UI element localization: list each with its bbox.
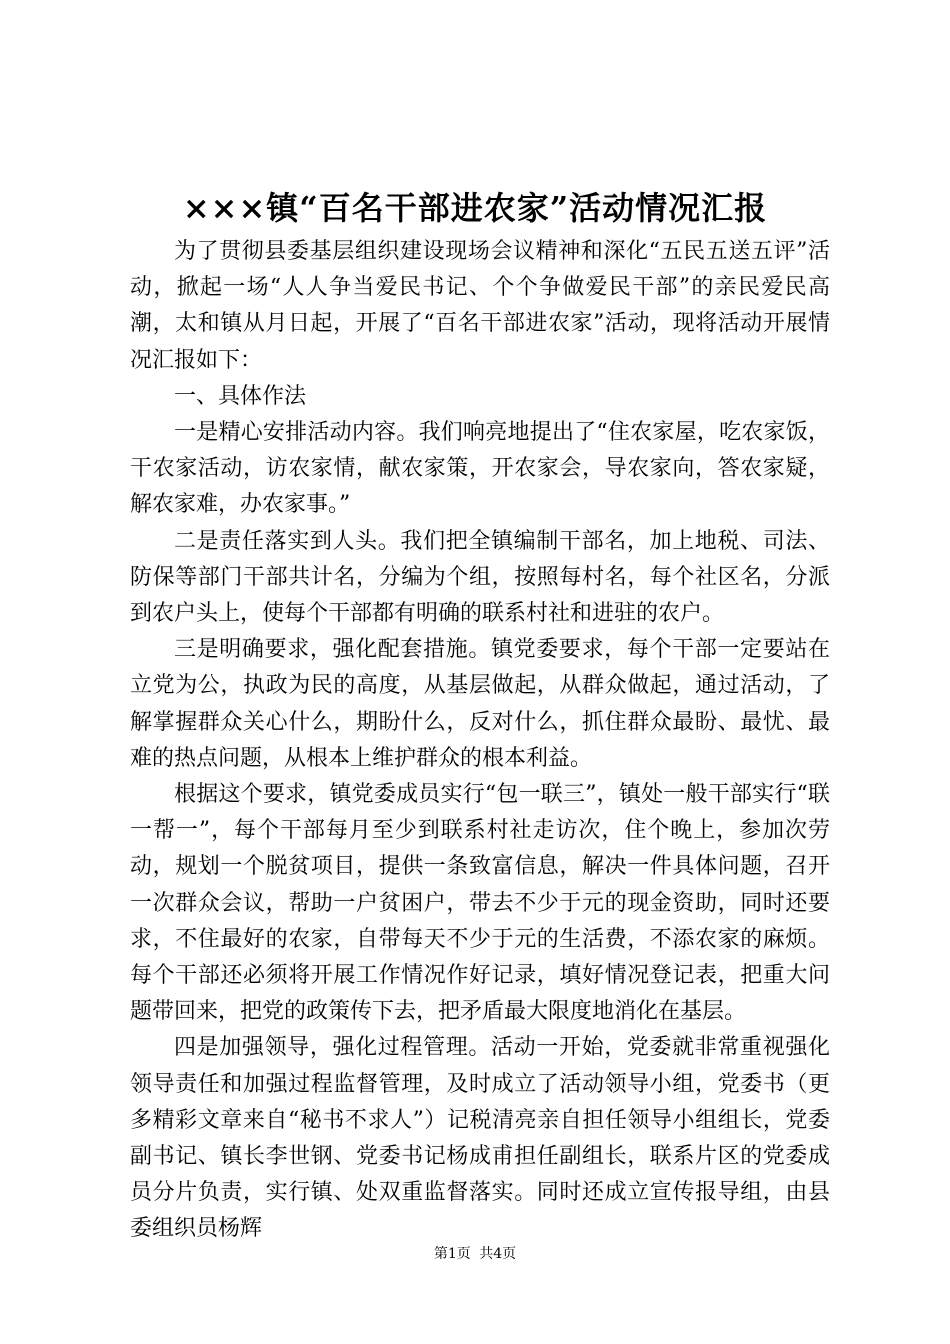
paragraph-item-1: 一是精心安排活动内容。我们响亮地提出了“住农家屋，吃农家饭，干农家活动，访农家情，献农家策，开农家会，导农家向，答农家疑，解农家难，办农家事。” [130, 420, 830, 518]
page-number: 第1页 [433, 1246, 471, 1262]
paragraph-item-3: 三是明确要求，强化配套措施。镇党委要求，每个干部一定要站在立党为公，执政为民的高度，从基层做起，从群众做起，通过活动，了解掌握群众关心什么，期盼什么，反对什么，抓住群众最盼、最忧、最难的热点问题，从根本上维护群众的根本利益。 [130, 637, 830, 771]
paragraph-requirements: 根据这个要求，镇党委成员实行“包一联三”，镇处一般干部实行“联一帮一”，每个干部每月至少到联系村社走访次，住个晚上，参加次劳动，规划一个脱贫项目，提供一条致富信息，解决一件具体问题，召开一次群众会议，帮助一户贫困户，带去不少于元的现金资助，同时还要求，不住最好的农家，自带每天不少于元的生活费，不添农家的麻烦。每个干部还必须将开展工作情况作好记录，填好情况登记表，把重大问题带回来，把党的政策传下去，把矛盾最大限度地消化在基层。 [130, 782, 830, 1025]
paragraph-item-2: 二是责任落实到人头。我们把全镇编制干部名，加上地税、司法、防保等部门干部共计名，分编为个组，按照每村名，每个社区名，分派到农户头上，使每个干部都有明确的联系村社和进驻的农户。 [130, 528, 830, 627]
document-body [130, 234, 830, 1248]
document-title: ×××镇“百名干部进农家”活动情况汇报 [182, 189, 768, 227]
page-footer [0, 1244, 950, 1264]
paragraph-item-4: 四是加强领导，强化过程管理。活动一开始，党委就非常重视强化领导责任和加强过程监督管理，及时成立了活动领导小组，党委书（更多精彩文章来自“秘书不求人”）记税清亮亲自担任领导小组组长，党委副书记、镇长李世钢、党委书记杨成甫担任副组长，联系片区的党委成员分片负责，实行镇、处双重监督落实。同时还成立宣传报导组，由县委组织员杨辉 [130, 1035, 830, 1242]
paragraph-intro: 为了贯彻县委基层组织建设现场会议精神和深化“五民五送五评”活动，掀起一场“人人争当爱民书记、个个争做爱民干部”的亲民爱民高潮，太和镇从月日起，开展了“百名干部进农家”活动，现将活动开展情况汇报如下： [130, 239, 830, 373]
section-heading: 一、具体作法 [174, 383, 307, 409]
page-total: 共4页 [479, 1246, 517, 1262]
